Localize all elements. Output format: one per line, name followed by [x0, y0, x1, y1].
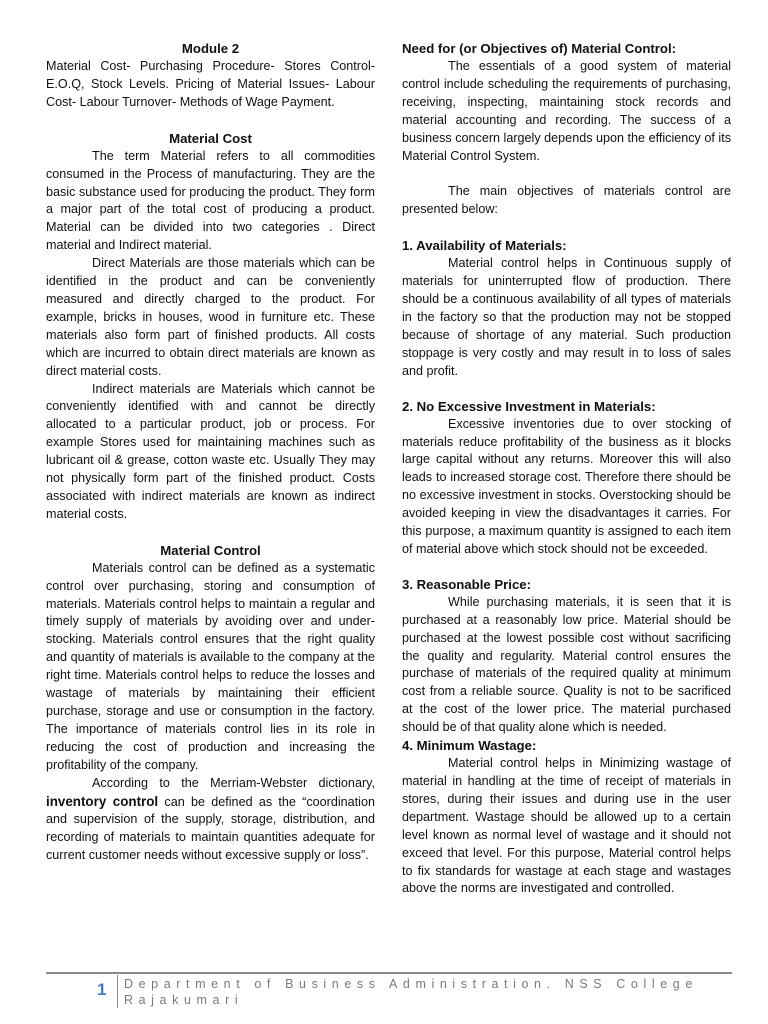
- right-column: [402, 40, 731, 898]
- footer-department-text: Department of Business Administration. NSS College Rajakumari: [124, 977, 698, 1007]
- inventory-definition-text: can be defined as the “coordination and supervision of the supply, storage, distribution, and recording of materials to maintain quantities adequate for current customer needs without excessive supply or loss”.: [46, 794, 375, 863]
- footer-rule: [46, 972, 732, 974]
- objective-2-heading: 2. No Excessive Investment in Materials:: [402, 398, 656, 414]
- inventory-control-term: inventory control: [46, 793, 159, 809]
- footer-divider: [117, 975, 118, 1008]
- left-column: [46, 40, 375, 865]
- material-cost-heading: Material Cost: [169, 130, 252, 146]
- objective-2-text: Excessive inventories due to over stocking of materials reduce profitability of the business as it blocks large capital without any returns. Moreover this will also leads to increased storage cost. Therefore there should be no excessive investment in stocks. Overstocking should be avoided keeping in view the disadvantages it carries. For this purpose, a maximum quantity is assigned to each item of material above which stock should not be exceeded.: [402, 416, 731, 556]
- module-title: Module 2: [181, 41, 240, 56]
- material-control-paragraph-1: Materials control can be defined as a systematic control over purchasing, storing and consumption of materials. Materials control helps to maintain a regular and timely supply of materials by avoiding over and under-stocking. Materials control ensures that the right quality and quantity of materials is available to the company at the right time. Materials control helps to reduce the losses and wastage of materials by maintaining their efficient purchase, storage and use or consumption in the factory. The importance of materials control lies in its role in reducing the cost of production and increasing the profitability of the company.: [46, 560, 375, 772]
- module-description: Material Cost- Purchasing Procedure- Stores Control- E.O.Q, Stock Levels. Pricing of Material Issues- Labour Cost- Labour Turnover- Methods of Wage Payment.: [46, 59, 375, 109]
- objective-3-heading: 3. Reasonable Price:: [402, 576, 532, 592]
- direct-materials-paragraph: Direct Materials are those materials which can be identified in the product and can be conveniently measured and directly charged to the product. For example, bricks in houses, wood in furniture etc. These materials also form part of finished products. All costs which are incurred to obtain direct materials are known as direct material costs.: [46, 256, 375, 378]
- need-heading: Need for (or Objectives of) Material Control:: [402, 41, 677, 56]
- objective-4-heading: 4. Minimum Wastage:: [402, 738, 537, 754]
- indirect-materials-paragraph: Indirect materials are Materials which cannot be conveniently identified with and cannot be directly allocated to a particular product, job or process. For example Stores used for maintaining machines such as lubricant oil & grease, cotton waste etc. Usually They may not physically form part of the finished product. Costs associated with indirect materials are known as indirect material costs.: [46, 381, 375, 521]
- objective-3-text: While purchasing materials, it is seen that it is purchased at a reasonably low price. Material should be purchased at the lowest possible cost without sacrificing the quality and regularity. Material control ensures the purchase of materials of the required quality at minimum cost from a reliable source. Quality is not to be sacrificed at the cost of the lower price. The material purchased should be of that quality alone which is needed.: [402, 594, 731, 735]
- material-control-paragraph-2: [46, 775, 375, 866]
- need-paragraph-2: The main objectives of materials control are presented below:: [402, 184, 731, 217]
- objective-1-text: Material control helps in Continuous supply of materials for uninterrupted flow of production. There should be a continuous availability of all types of materials in the factory so that the production may not be stopped because of shortage of any material. Such production stoppage is very costly and may result in to loss of sales and profit.: [402, 256, 731, 378]
- need-paragraph-1: The essentials of a good system of material control include scheduling the requirements of purchasing, receiving, inspecting, maintaining stock records and material accounting and recording. The success of a business concern largely depends upon the efficiency of its Material Control System.: [402, 59, 731, 163]
- inventory-definition-intro: According to the Merriam-Webster dictionary,: [92, 775, 375, 790]
- material-control-heading: Material Control: [160, 542, 261, 558]
- page-number: 1: [97, 980, 107, 999]
- material-cost-paragraph-1: The term Material refers to all commodities consumed in the Process of manufacturing. They are the basic substance used for producing the product. They form a major part of the total cost of producing a product. Material can be divided into two categories . Direct material and Indirect material.: [46, 148, 375, 253]
- objective-1-heading: 1. Availability of Materials:: [402, 238, 567, 254]
- objective-4-text: Material control helps in Minimizing wastage of material in handling at the time of receipt of materials in stores, during their issues and during use in the user department. Wastage should be allowed up to a certain level known as normal level of wastage and it should not exceed that level. For this purpose, Material control helps to fix standards for wastage at each stage and wastages above the norms are investigated and controlled.: [402, 756, 731, 896]
